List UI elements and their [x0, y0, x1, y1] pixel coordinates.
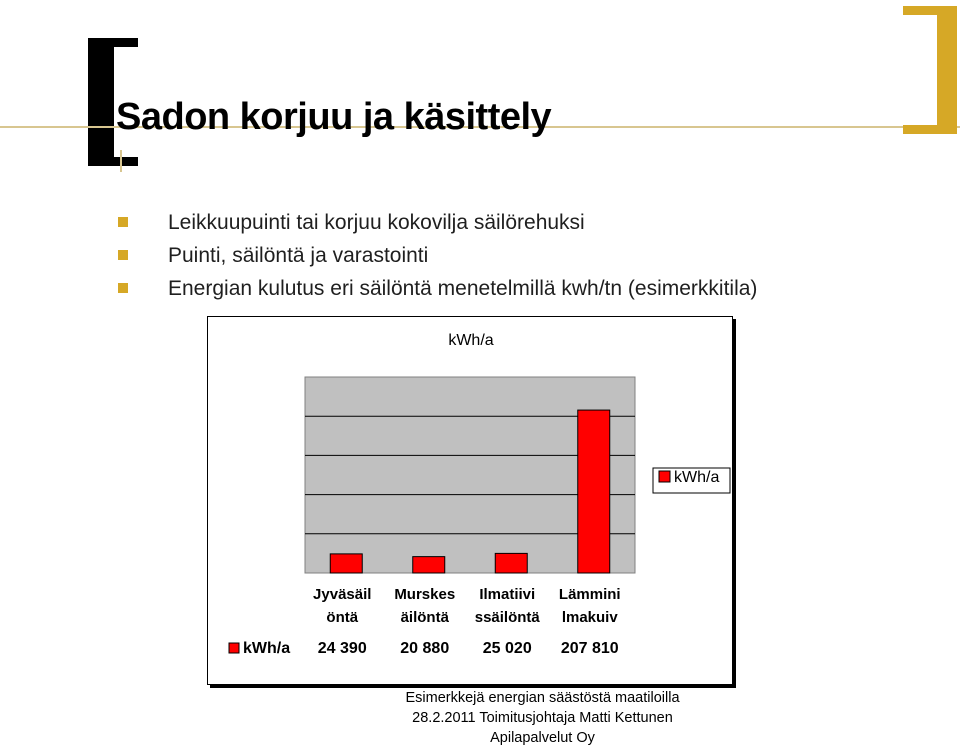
- slide-title: Sadon korjuu ja käsittely: [116, 96, 552, 138]
- bullet-text: Puinti, säilöntä ja varastointi: [168, 244, 429, 267]
- legend-swatch: [659, 471, 670, 482]
- right-bracket-bottom-decoration: [903, 125, 957, 134]
- category-label: ssäilöntä: [474, 609, 540, 626]
- footer-line: Apilapalvelut Oy: [490, 730, 595, 746]
- bar: [578, 410, 610, 573]
- bar: [495, 553, 527, 573]
- category-label: Ilmatiivi: [479, 586, 536, 603]
- category-label: äilöntä: [400, 609, 449, 626]
- energy-bar-chart: [208, 317, 732, 684]
- bullet-text: Leikkuupuinti tai korjuu kokovilja säilörehuksi: [168, 211, 585, 234]
- chart-title: kWh/a: [448, 332, 494, 349]
- bullet-square-icon: [118, 250, 128, 260]
- table-value: 207 810: [560, 640, 619, 657]
- left-bracket-decoration: [88, 38, 114, 166]
- right-bracket-decoration: [937, 6, 957, 134]
- legend-label: kWh/a: [674, 469, 720, 486]
- right-bracket-top-decoration: [903, 6, 957, 15]
- bullet-text: Energian kulutus eri säilöntä menetelmillä kwh/tn (esimerkkitila): [168, 277, 758, 300]
- table-legend-swatch: [229, 643, 239, 653]
- footer-line: Esimerkkejä energian säästöstä maatiloilla: [405, 690, 680, 706]
- bar: [330, 554, 362, 573]
- table-value: 20 880: [400, 640, 450, 657]
- category-label: Lämmini: [558, 586, 621, 603]
- table-value: 25 020: [482, 640, 532, 657]
- footer-line: 28.2.2011 Toimitusjohtaja Matti Kettunen: [412, 710, 673, 726]
- bullet-square-icon: [118, 283, 128, 293]
- category-label: Murskes: [394, 586, 456, 603]
- category-label: Jyväsäil: [313, 586, 372, 603]
- table-value: 24 390: [317, 640, 367, 657]
- table-series-label: kWh/a: [243, 640, 291, 657]
- left-bracket-bottom-decoration: [88, 157, 138, 166]
- footer: [380, 688, 705, 748]
- bar: [413, 557, 445, 573]
- chart-frame: [207, 316, 733, 685]
- category-label: öntä: [326, 609, 359, 626]
- left-bracket-top-decoration: [88, 38, 138, 47]
- category-label: lmakuiv: [561, 609, 618, 626]
- accent-tick-decoration: [120, 150, 122, 172]
- bullet-square-icon: [118, 217, 128, 227]
